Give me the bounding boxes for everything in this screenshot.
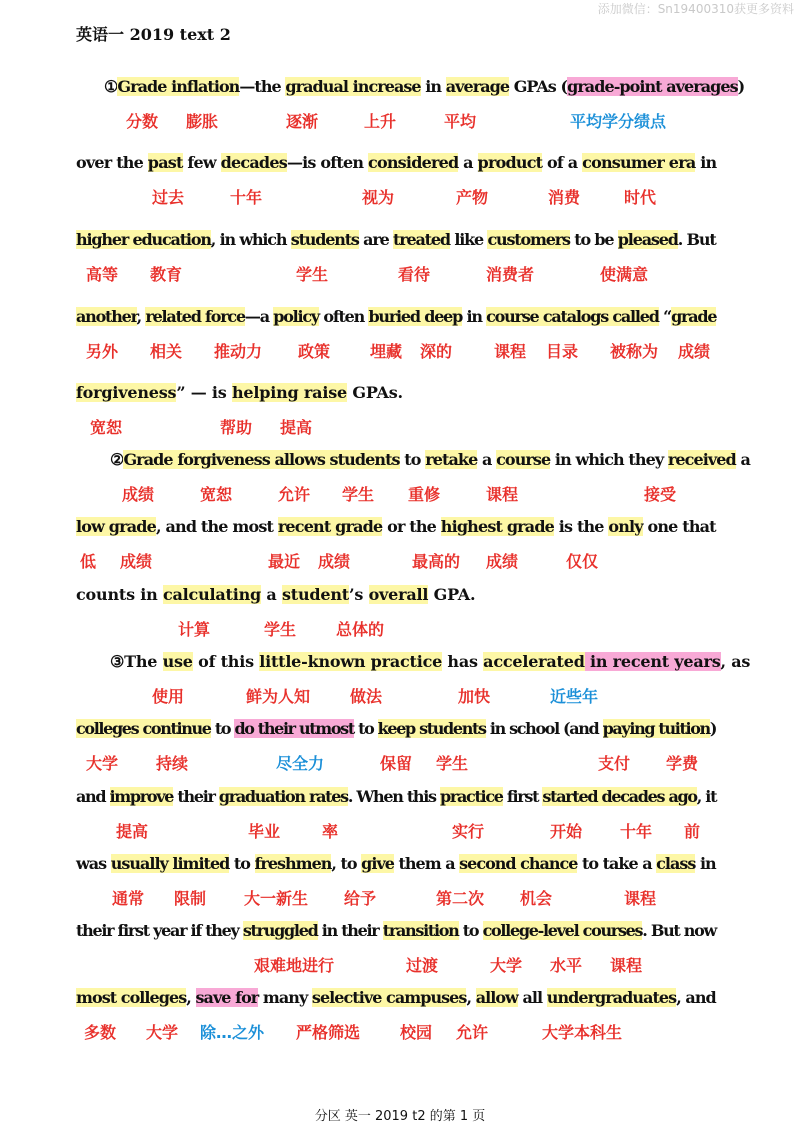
chinese-gloss: 鲜为人知: [246, 687, 311, 706]
chinese-gloss: 使用: [152, 687, 185, 706]
plain-text: their: [173, 787, 219, 806]
chinese-gloss: 水平: [550, 956, 583, 975]
text-line: [76, 645, 750, 679]
chinese-gloss: 最高的: [412, 552, 461, 571]
highlighted-phrase-pink: do their utmost: [234, 719, 354, 738]
highlighted-phrase: treated: [393, 230, 450, 249]
highlighted-phrase: graduation rates: [218, 787, 348, 806]
plain-text: . But: [677, 230, 716, 249]
plain-text: . But now: [642, 921, 716, 940]
text-line: [76, 780, 716, 814]
chinese-gloss: 提高: [116, 822, 149, 841]
chinese-gloss: 前: [684, 822, 701, 841]
plain-text: in: [420, 77, 446, 96]
chinese-gloss: 持续: [156, 754, 189, 773]
chinese-gloss: 加快: [458, 687, 491, 706]
plain-text: ①: [104, 77, 118, 96]
plain-text: or the: [382, 517, 441, 536]
chinese-gloss: 十年: [230, 188, 263, 207]
highlighted-phrase: only: [608, 517, 643, 536]
plain-text: ): [709, 719, 717, 738]
plain-text: , and the most: [156, 517, 278, 536]
highlighted-phrase: give: [361, 854, 394, 873]
chinese-gloss: 另外: [86, 342, 119, 361]
chinese-gloss: 目录: [546, 342, 579, 361]
chinese-gloss: 尽全力: [276, 754, 325, 773]
gloss-line: [80, 110, 740, 134]
chinese-gloss: 宽恕: [200, 485, 233, 504]
text-line: [76, 70, 744, 104]
chinese-gloss: 低: [80, 552, 97, 571]
text-line: [76, 146, 716, 180]
plain-text: is the: [554, 517, 609, 536]
highlighted-phrase: use: [162, 652, 193, 671]
plain-text: counts in: [76, 585, 163, 604]
highlighted-phrase: customers: [487, 230, 570, 249]
plain-text: of this: [192, 652, 260, 671]
plain-text: a: [735, 450, 750, 469]
plain-text: ②: [110, 450, 124, 469]
chinese-gloss: 接受: [644, 485, 677, 504]
plain-text: to: [458, 921, 483, 940]
chinese-gloss: 大学本科生: [542, 1023, 623, 1042]
text-line: [76, 914, 716, 948]
plain-text: few: [182, 153, 221, 172]
plain-text: ,: [466, 988, 476, 1007]
highlighted-phrase: allow: [475, 988, 518, 1007]
chinese-gloss: 帮助: [220, 418, 253, 437]
chinese-gloss: 学生: [296, 265, 329, 284]
chinese-gloss: 严格筛选: [296, 1023, 361, 1042]
plain-text: GPA.: [428, 585, 476, 604]
plain-text: in which they: [550, 450, 668, 469]
chinese-gloss: 成绩: [318, 552, 351, 571]
plain-text: to: [399, 450, 426, 469]
highlighted-phrase: improve: [109, 787, 174, 806]
chinese-gloss: 最近: [268, 552, 301, 571]
plain-text: them a: [393, 854, 460, 873]
chinese-gloss: 大学: [490, 956, 523, 975]
highlighted-phrase: transition: [382, 921, 459, 940]
chinese-gloss: 学生: [264, 620, 297, 639]
plain-text: GPAs.: [346, 383, 403, 402]
highlighted-phrase: pleased: [617, 230, 678, 249]
text-line: [76, 300, 716, 334]
plain-text: in their: [317, 921, 383, 940]
chinese-gloss: 开始: [550, 822, 583, 841]
chinese-gloss: 政策: [298, 342, 331, 361]
highlighted-phrase: low grade: [76, 517, 156, 536]
chinese-gloss: 课程: [486, 485, 519, 504]
highlighted-phrase: consumer era: [582, 153, 696, 172]
watermark-text: 添加微信：Sn19400310获更多资料: [597, 2, 794, 16]
plain-text: over the: [76, 153, 148, 172]
chinese-gloss: 总体的: [336, 620, 385, 639]
plain-text: to: [353, 719, 378, 738]
highlighted-phrase: related force: [145, 307, 245, 326]
chinese-gloss: 成绩: [486, 552, 519, 571]
plain-text: was: [76, 854, 111, 873]
plain-text: a: [261, 585, 282, 604]
highlighted-phrase: gradual increase: [285, 77, 421, 96]
text-line: [76, 376, 403, 410]
chinese-gloss: 允许: [456, 1023, 489, 1042]
highlighted-phrase: average: [445, 77, 510, 96]
plain-text: —is often: [286, 153, 369, 172]
highlighted-phrase: colleges continue: [76, 719, 211, 738]
chinese-gloss: 实行: [452, 822, 485, 841]
gloss-line: [80, 887, 740, 911]
text-line: [76, 847, 716, 881]
chinese-gloss: 十年: [620, 822, 653, 841]
plain-text: in: [695, 854, 716, 873]
plain-text: many: [258, 988, 312, 1007]
plain-text: , to: [331, 854, 362, 873]
plain-text: ,: [136, 307, 146, 326]
chinese-gloss: 大学: [146, 1023, 179, 1042]
plain-text: a: [458, 153, 478, 172]
chinese-gloss: 给予: [344, 889, 377, 908]
chinese-gloss: 平均学分绩点: [570, 112, 667, 131]
chinese-gloss: 通常: [112, 889, 145, 908]
chinese-gloss: 上升: [364, 112, 397, 131]
plain-text: GPAs (: [509, 77, 568, 96]
highlighted-phrase: higher education: [76, 230, 211, 249]
highlighted-phrase: received: [667, 450, 736, 469]
highlighted-phrase: decades: [220, 153, 287, 172]
chinese-gloss: 多数: [84, 1023, 117, 1042]
highlighted-phrase: buried deep: [368, 307, 463, 326]
chinese-gloss: 仅仅: [566, 552, 599, 571]
chinese-gloss: 学生: [342, 485, 375, 504]
plain-text: all: [517, 988, 547, 1007]
chinese-gloss: 率: [322, 822, 339, 841]
plain-text: in: [695, 153, 717, 172]
chinese-gloss: 高等: [86, 265, 119, 284]
highlighted-phrase: policy: [273, 307, 320, 326]
highlighted-phrase: second chance: [459, 854, 578, 873]
plain-text: like: [449, 230, 488, 249]
highlighted-phrase: considered: [368, 153, 459, 172]
plain-text: to: [229, 854, 255, 873]
gloss-line: [80, 263, 740, 287]
chinese-gloss: 看待: [398, 265, 431, 284]
highlighted-phrase: product: [477, 153, 543, 172]
highlighted-phrase: selective campuses: [311, 988, 467, 1007]
highlighted-phrase: overall: [368, 585, 429, 604]
gloss-line: [80, 1021, 740, 1045]
highlighted-phrase: course: [496, 450, 551, 469]
chinese-gloss: 近些年: [550, 687, 599, 706]
plain-text: —a: [244, 307, 274, 326]
plain-text: ,: [186, 988, 196, 1007]
chinese-gloss: 教育: [150, 265, 183, 284]
chinese-gloss: 推动力: [214, 342, 263, 361]
highlighted-phrase: grade: [671, 307, 717, 326]
text-line: [76, 578, 475, 612]
chinese-gloss: 分数: [126, 112, 159, 131]
chinese-gloss: 过去: [152, 188, 185, 207]
highlighted-phrase: helping raise: [231, 383, 347, 402]
highlighted-phrase: course catalogs called: [486, 307, 659, 326]
chinese-gloss: 大一新生: [244, 889, 309, 908]
highlighted-phrase: student: [281, 585, 349, 604]
chinese-gloss: 课程: [624, 889, 657, 908]
text-line: [76, 443, 750, 477]
plain-text: . When this: [347, 787, 440, 806]
chinese-gloss: 学生: [436, 754, 469, 773]
chinese-gloss: 消费: [548, 188, 581, 207]
chinese-gloss: 计算: [178, 620, 211, 639]
page-title: 英语一 2019 text 2: [76, 25, 231, 44]
highlighted-phrase: forgiveness: [76, 383, 177, 402]
chinese-gloss: 毕业: [248, 822, 281, 841]
plain-text: to be: [569, 230, 618, 249]
plain-text: to: [210, 719, 235, 738]
highlighted-phrase: keep students: [377, 719, 486, 738]
highlighted-phrase: undergraduates: [546, 988, 677, 1007]
highlighted-phrase: recent grade: [277, 517, 383, 536]
highlighted-phrase: practice: [439, 787, 503, 806]
chinese-gloss: 做法: [350, 687, 383, 706]
chinese-gloss: 被称为: [610, 342, 659, 361]
chinese-gloss: 除…之外: [200, 1023, 265, 1042]
chinese-gloss: 学费: [666, 754, 699, 773]
chinese-gloss: 使满意: [600, 265, 649, 284]
chinese-gloss: 艰难地进行: [254, 956, 335, 975]
gloss-line: [80, 186, 740, 210]
gloss-line: [80, 483, 740, 507]
plain-text: has: [442, 652, 484, 671]
highlighted-phrase: Grade forgiveness allows students: [123, 450, 400, 469]
chinese-gloss: 限制: [174, 889, 207, 908]
plain-text: , in which: [210, 230, 291, 249]
chinese-gloss: 时代: [624, 188, 657, 207]
highlighted-phrase: struggled: [242, 921, 318, 940]
chinese-gloss: 第二次: [436, 889, 485, 908]
plain-text: ③The: [110, 652, 163, 671]
text-line: [76, 981, 716, 1015]
plain-text: , and: [676, 988, 716, 1007]
chinese-gloss: 膨胀: [186, 112, 219, 131]
text-line: [76, 223, 716, 257]
gloss-line: [80, 954, 740, 978]
gloss-line: [80, 618, 740, 642]
chinese-gloss: 成绩: [678, 342, 711, 361]
highlighted-phrase: another: [76, 307, 137, 326]
highlighted-phrase: accelerated: [483, 652, 585, 671]
plain-text: one that: [642, 517, 716, 536]
highlighted-phrase: calculating: [162, 585, 262, 604]
text-line: [76, 510, 716, 544]
chinese-gloss: 保留: [380, 754, 413, 773]
chinese-gloss: 成绩: [120, 552, 153, 571]
chinese-gloss: 成绩: [122, 485, 155, 504]
chinese-gloss: 深的: [420, 342, 453, 361]
plain-text: often: [319, 307, 369, 326]
highlighted-phrase: paying tuition: [602, 719, 710, 738]
gloss-line: [80, 416, 740, 440]
chinese-gloss: 相关: [150, 342, 183, 361]
plain-text: first: [502, 787, 543, 806]
highlighted-phrase: past: [147, 153, 183, 172]
chinese-gloss: 允许: [278, 485, 311, 504]
page-footer: 分区 英一 2019 t2 的第 1 页: [314, 1109, 486, 1124]
plain-text: “: [658, 307, 672, 326]
plain-text: to take a: [577, 854, 657, 873]
gloss-line: [80, 340, 740, 364]
plain-text: a: [477, 450, 497, 469]
chinese-gloss: 逐渐: [286, 112, 319, 131]
plain-text: in: [462, 307, 487, 326]
chinese-gloss: 宽恕: [90, 418, 123, 437]
chinese-gloss: 视为: [362, 188, 395, 207]
chinese-gloss: 课程: [494, 342, 527, 361]
text-line: [76, 712, 716, 746]
gloss-line: [80, 752, 740, 776]
chinese-gloss: 重修: [408, 485, 441, 504]
highlighted-phrase: class: [656, 854, 696, 873]
highlighted-phrase: freshmen: [254, 854, 332, 873]
chinese-gloss: 校园: [400, 1023, 433, 1042]
chinese-gloss: 产物: [456, 188, 489, 207]
chinese-gloss: 平均: [444, 112, 477, 131]
highlighted-phrase: little-known practice: [259, 652, 443, 671]
highlighted-phrase: usually limited: [110, 854, 230, 873]
gloss-line: [80, 820, 740, 844]
highlighted-phrase: most colleges: [76, 988, 187, 1007]
plain-text: are: [358, 230, 394, 249]
plain-text: , as: [720, 652, 751, 671]
highlighted-phrase-pink: in recent years: [584, 652, 721, 671]
plain-text: of a: [542, 153, 583, 172]
plain-text: and: [76, 787, 110, 806]
plain-text: —the: [239, 77, 286, 96]
plain-text: their first year if they: [76, 921, 243, 940]
gloss-line: [80, 550, 740, 574]
chinese-gloss: 消费者: [486, 265, 535, 284]
plain-text: in school (and: [485, 719, 603, 738]
highlighted-phrase: retake: [425, 450, 478, 469]
plain-text: ): [737, 77, 745, 96]
chinese-gloss: 机会: [520, 889, 553, 908]
chinese-gloss: 课程: [610, 956, 643, 975]
chinese-gloss: 支付: [598, 754, 631, 773]
highlighted-phrase-pink: grade-point averages: [567, 77, 738, 96]
chinese-gloss: 过渡: [406, 956, 439, 975]
highlighted-phrase: started decades ago: [542, 787, 697, 806]
highlighted-phrase: college-level courses: [482, 921, 643, 940]
highlighted-phrase-pink: save for: [195, 988, 259, 1007]
plain-text: , it: [696, 787, 717, 806]
plain-text: ” — is: [176, 383, 232, 402]
highlighted-phrase: students: [290, 230, 359, 249]
chinese-gloss: 提高: [280, 418, 313, 437]
gloss-line: [80, 685, 740, 709]
highlighted-phrase: Grade inflation: [117, 77, 240, 96]
chinese-gloss: 大学: [86, 754, 119, 773]
plain-text: ’s: [349, 585, 369, 604]
highlighted-phrase: highest grade: [440, 517, 555, 536]
chinese-gloss: 埋藏: [370, 342, 403, 361]
